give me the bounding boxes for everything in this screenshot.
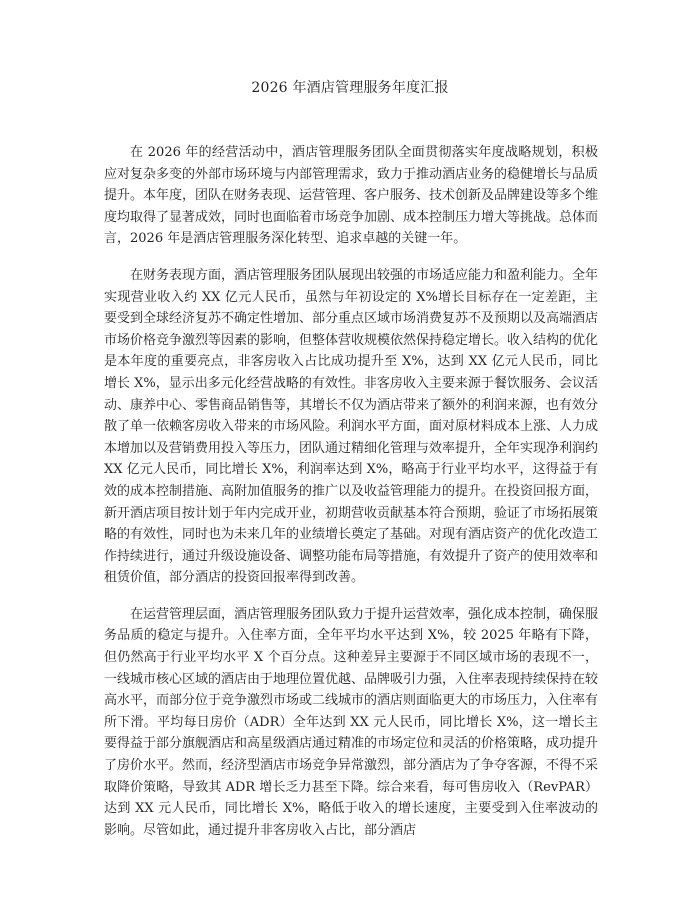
- document-title: 2026 年酒店管理服务年度汇报: [251, 80, 449, 96]
- paragraph-intro: 在 2026 年的经营活动中，酒店管理服务团队全面贯彻落实年度战略规划，积极应对复杂多变的外部市场环境与内部管理需求，致力于推动酒店业务的稳健增长与品质提升。本年度，团队在财务表现、运营管理、客户服务、技术创新及品牌建设等多个维度均取得了显著成效，同时也面临着市场竞争加剧、成本控制压力增大等挑战。总体而言，2026 年是酒店管理服务深化转型、追求卓越的关键一年。: [104, 145, 599, 247]
- paragraph-operations: 在运营管理层面，酒店管理服务团队致力于提升运营效率，强化成本控制，确保服务品质的稳定与提升。入住率方面，全年平均水平达到 X%，较 2025 年略有下降，但仍然高于行业平均水平 X 个百分点。这种差异主要源于不同区域市场的表现不一，一线城市核心区域的酒店由于地理位置优越、品牌吸引力强，入住率表现持续保持在较高水平，而部分位于竞争激烈市场或二线城市的酒店则面临更大的市场压力，入住率有所下滑。平均每日房价（ADR）全年达到 XX 元人民币，同比增长 X%，这一增长主要得益于部分旗舰酒店和高星级酒店通过精准的市场定位和灵活的价格策略，成功提升了房价水平。然而，经济型酒店市场竞争异常激烈，部分酒店为了争夺客源，不得不采取降价策略，导致其 ADR 增长乏力甚至下降。综合来看，每可售房收入（RevPAR）达到 XX 元人民币，同比增长 X%，略低于收入的增长速度，主要受到入住率波动的影响。尽管如此，通过提升非客房收入占比，部分酒店: [104, 606, 599, 838]
- document-body: [104, 142, 598, 856]
- paragraph-financial: 在财务表现方面，酒店管理服务团队展现出较强的市场适应能力和盈利能力。全年实现营业收入约 XX 亿元人民币，虽然与年初设定的 X%增长目标存在一定差距，主要受到全球经济复苏不确定性增加、部分重点区域市场消费复苏不及预期以及高端酒店市场价格竞争激烈等因素的影响，但整体营收规模依然保持稳定增长。收入结构的优化是本年度的重要亮点，非客房收入占比成功提升至 X%，达到 XX 亿元人民币，同比增长 X%，显示出多元化经营战略的有效性。非客房收入主要来源于餐饮服务、会议活动、康养中心、零售商品销售等，其增长不仅为酒店带来了额外的利润来源，也有效分散了单一依赖客房收入带来的市场风险。利润水平方面，面对原材料成本上涨、人力成本增加以及营销费用投入等压力，团队通过精细化管理与效率提升，全年实现净利润约 XX 亿元人民币，同比增长 X%，利润率达到 X%，略高于行业平均水平，这得益于有效的成本控制措施、高附加值服务的推广以及收益管理能力的提升。在投资回报方面，新开酒店项目按计划于年内完成开业，初期营收贡献基本符合预期，验证了市场拓展策略的有效性，同时也为未来几年的业绩增长奠定了基础。对现有酒店资产的优化改造工作持续进行，通过升级设施设备、调整功能布局等措施，有效提升了资产的使用效率和租赁价值，部分酒店的投资回报率得到改善。: [104, 267, 599, 586]
